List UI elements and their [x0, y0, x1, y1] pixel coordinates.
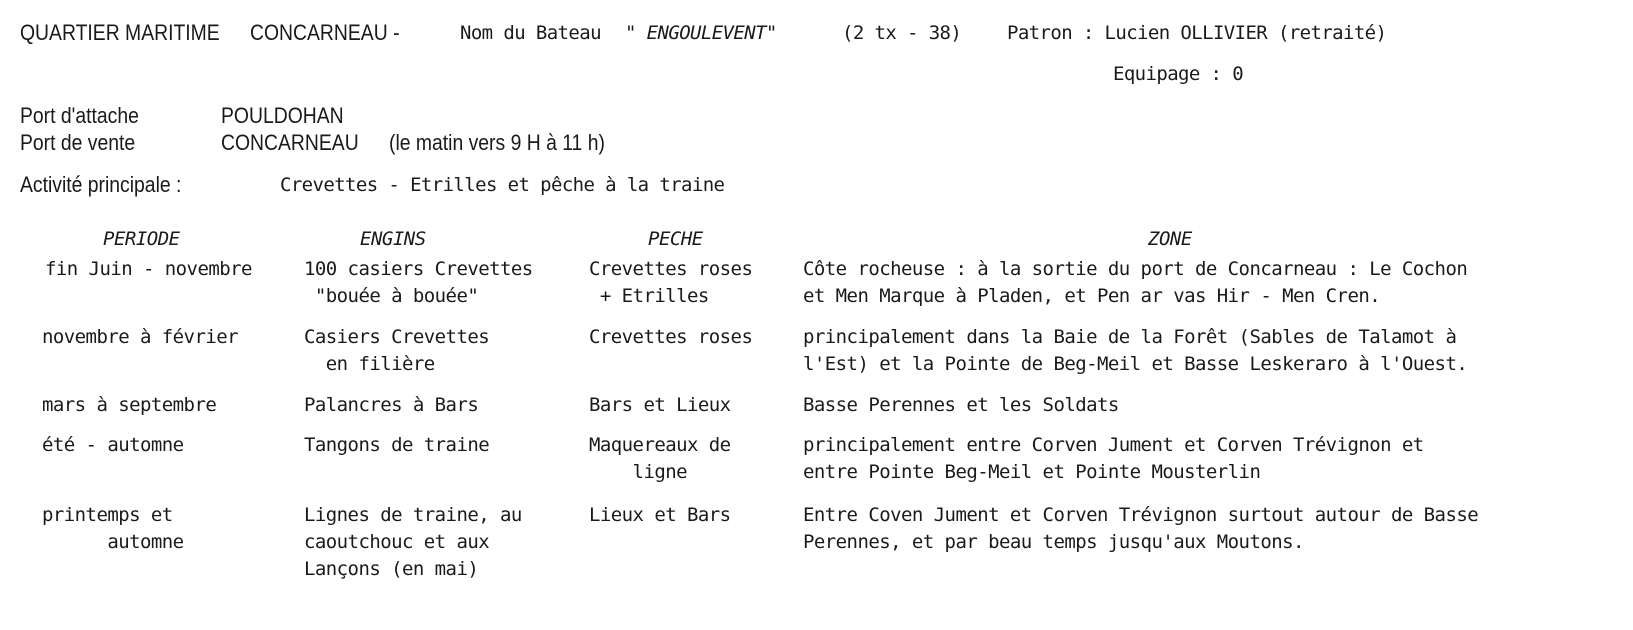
- header-peche: PECHE: [648, 228, 703, 250]
- port-vente-label: Port de vente: [20, 130, 136, 155]
- row3-periode: mars à septembre: [42, 394, 217, 416]
- row5-engins: Lignes de traine, au caoutchouc et aux Lançons (en mai): [304, 504, 522, 580]
- row2-zone: principalement dans la Baie de la Forêt (Sables de Talamot à l'Est) et la Pointe de Beg-Meil et Basse Leskeraro à l'Ouest.: [803, 326, 1468, 375]
- row2-peche: Crevettes roses: [589, 326, 753, 348]
- row4-peche: Maquereaux de ligne: [589, 434, 731, 483]
- activite-value: Crevettes - Etrilles et pêche à la traine: [280, 174, 725, 196]
- row1-peche: Crevettes roses + Etrilles: [589, 258, 753, 307]
- row3-zone: Basse Perennes et les Soldats: [803, 394, 1119, 416]
- bateau-tonnage: (2 tx - 38): [842, 22, 962, 44]
- row1-zone: Côte rocheuse : à la sortie du port de Concarneau : Le Cochon et Men Marque à Pladen, et Pen ar vas Hir - Men Cren.: [803, 258, 1468, 307]
- port-vente-note: (le matin vers 9 H à 11 h): [389, 130, 605, 155]
- row5-peche: Lieux et Bars: [589, 504, 731, 526]
- port-attache-value: POULDOHAN: [221, 103, 344, 128]
- row2-periode: novembre à février: [42, 326, 239, 348]
- bateau-name: " ENGOULEVENT": [625, 22, 777, 44]
- row2-engins: Casiers Crevettes en filière: [304, 326, 490, 375]
- header-periode: PERIODE: [103, 228, 180, 250]
- row4-zone: principalement entre Corven Jument et Corven Trévignon et entre Pointe Beg-Meil et Pointe Mousterlin: [803, 434, 1424, 483]
- equipage: Equipage : 0: [1113, 63, 1244, 85]
- port-vente-value: CONCARNEAU: [221, 130, 359, 155]
- row4-engins: Tangons de traine: [304, 434, 490, 456]
- row5-zone: Entre Coven Jument et Corven Trévignon surtout autour de Basse Perennes, et par beau temps jusqu'aux Moutons.: [803, 504, 1479, 553]
- quartier-value: CONCARNEAU -: [250, 20, 400, 45]
- activite-label: Activité principale :: [20, 172, 182, 197]
- row1-engins: 100 casiers Crevettes "bouée à bouée": [304, 258, 533, 307]
- header-zone: ZONE: [1148, 228, 1192, 250]
- port-attache-label: Port d'attache: [20, 103, 139, 128]
- row3-peche: Bars et Lieux: [589, 394, 731, 416]
- bateau-label: Nom du Bateau: [460, 22, 601, 44]
- quartier-label: QUARTIER MARITIME: [20, 20, 220, 45]
- row1-periode: fin Juin - novembre: [45, 258, 252, 280]
- row5-periode: printemps et automne: [42, 504, 184, 553]
- patron: Patron : Lucien OLLIVIER (retraité): [1007, 22, 1387, 44]
- row4-periode: été - automne: [42, 434, 184, 456]
- row3-engins: Palancres à Bars: [304, 394, 479, 416]
- header-engins: ENGINS: [360, 228, 426, 250]
